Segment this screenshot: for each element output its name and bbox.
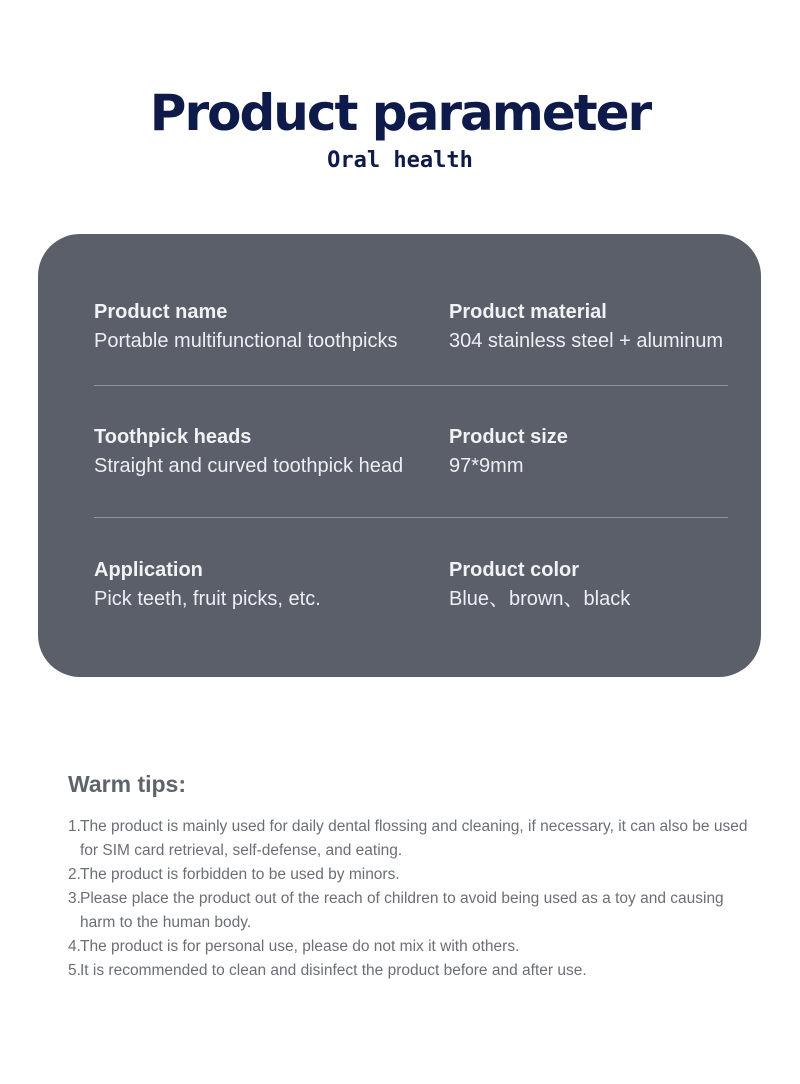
param-value: Straight and curved toothpick head: [94, 455, 404, 477]
warm-tips-list: [68, 815, 758, 983]
param-value: Portable multifunctional toothpicks: [94, 330, 398, 352]
param-product-material: [449, 298, 739, 356]
tip-item: [68, 863, 758, 887]
page-subtitle: Oral health: [327, 148, 473, 173]
tip-number: 3.: [68, 890, 81, 907]
tip-item: [68, 887, 758, 935]
page-title: Product parameter: [149, 84, 651, 142]
param-value: 97*9mm: [449, 455, 524, 477]
tip-number: 2.: [68, 866, 81, 883]
row-divider: [94, 385, 728, 386]
tip-text: The product is mainly used for daily dental flossing and cleaning, if necessary, it can also be used for SIM card retrieval, self-defense, and eating.: [80, 818, 748, 859]
tip-item: [68, 959, 758, 983]
product-parameter-card: [38, 234, 761, 677]
tip-text: Please place the product out of the reach of children to avoid being used as a toy and causing harm to the human body.: [80, 890, 724, 931]
param-value: Pick teeth, fruit picks, etc.: [94, 588, 321, 610]
tip-text: The product is forbidden to be used by minors.: [80, 866, 400, 883]
param-value: Blue、brown、black: [449, 588, 631, 610]
tip-text: The product is for personal use, please do not mix it with others.: [80, 938, 520, 955]
param-label: Product color: [449, 559, 580, 581]
param-label: Toothpick heads: [94, 426, 252, 448]
warm-tips-title: Warm tips:: [68, 771, 186, 797]
tip-number: 1.: [68, 818, 81, 835]
param-toothpick-heads: [94, 423, 444, 481]
param-label: Application: [94, 559, 203, 581]
tip-text: It is recommended to clean and disinfect the product before and after use.: [80, 962, 587, 979]
param-value: 304 stainless steel + aluminum: [449, 330, 724, 352]
tip-item: [68, 935, 758, 959]
param-application: [94, 556, 444, 614]
param-product-size: [449, 423, 739, 481]
tip-number: 4.: [68, 938, 81, 955]
row-divider: [94, 517, 728, 518]
param-product-color: [449, 556, 739, 614]
param-product-name: [94, 298, 444, 356]
tip-number: 5.: [68, 962, 81, 979]
param-label: Product size: [449, 426, 568, 448]
param-label: Product name: [94, 301, 228, 323]
tip-item: [68, 815, 758, 863]
param-label: Product material: [449, 301, 607, 323]
